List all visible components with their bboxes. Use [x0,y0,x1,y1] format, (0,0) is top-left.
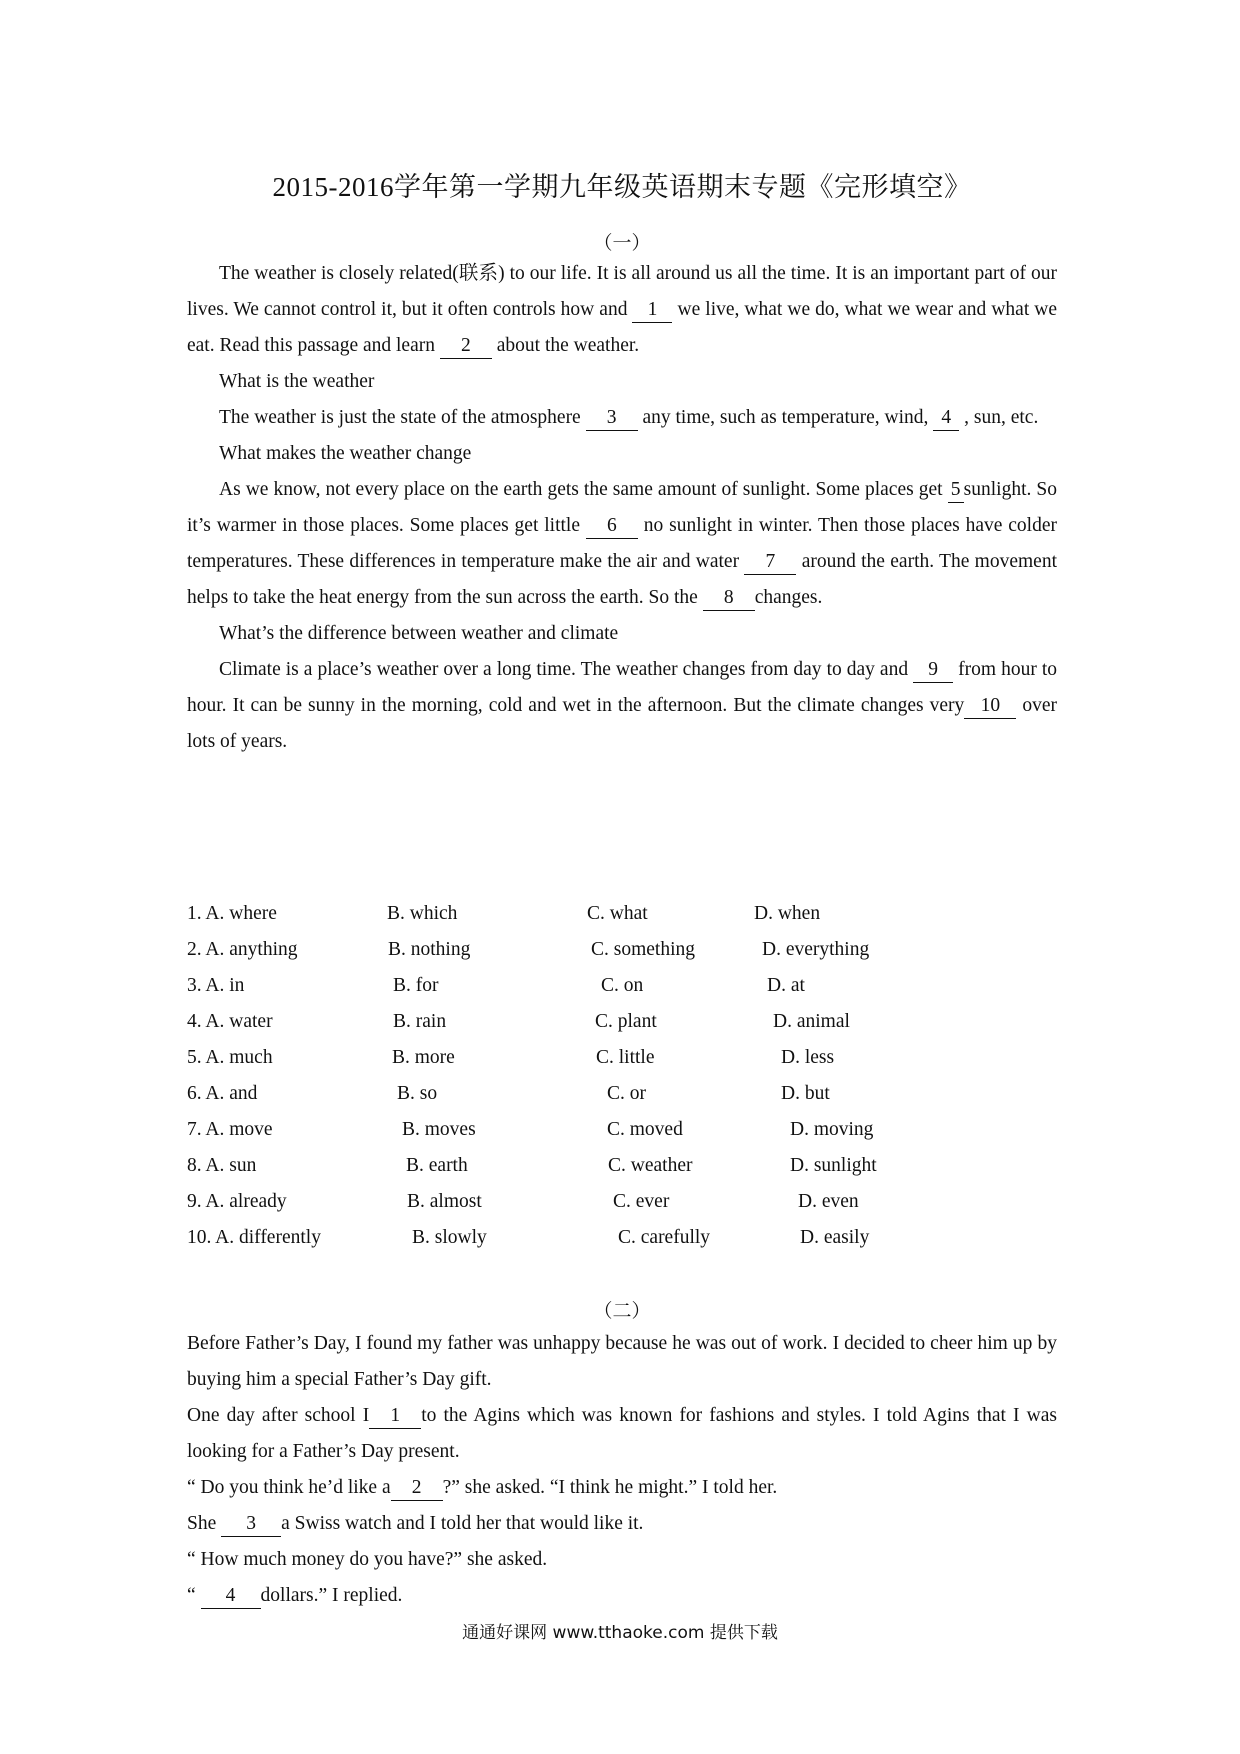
option-row: 2. A. anything B. nothing C. something D. everything [187,939,870,960]
passage-heading: What is the weather [219,371,375,392]
blank-1: 1 [369,1404,421,1429]
blank-9: 9 [913,658,953,683]
passage-paragraph: As we know, not every place on the earth gets the same amount of sunlight. Some places get 5 sunlight. So it’s warmer in those places. Some places get little 6 no sunlight in winter. Then those places have colder temperatures. These differences in temperature make the air and water 7 around the earth. The movement helps to take the heat energy from the sun across the earth. So the 8 changes. [187,472,1057,616]
passage-line: One day after school I 1 to the Agins which was known for fashions and styles. I told Agins that I was looking for a Father’s Day present. [187,1405,1057,1462]
option-row: 9. A. already B. almost C. ever D. even [187,1191,859,1212]
passage-line: “ How much money do you have?” she asked. [187,1549,548,1570]
blank-1: 1 [632,298,672,323]
blank-4: 4 [201,1584,261,1609]
page-title: 2015-2016学年第一学期九年级英语期末专题《完形填空》 [272,172,972,202]
blank-4: 4 [933,406,959,431]
option-row: 4. A. water B. rain C. plant D. animal [187,1011,850,1032]
blank-5: 5 [948,478,964,503]
page-footer: 通通好课网 www.tthaoke.com 提供下载 [462,1623,778,1643]
blank-10: 10 [964,694,1016,719]
passage-line: Before Father’s Day, I found my father was unhappy because he was out of work. I decided to cheer him up by buying him a special Father’s Day gift. [187,1333,1057,1390]
passage-line: “ Do you think he’d like a 2 ?” she asked. “I think he might.” I told her. [187,1470,1057,1506]
option-row: 3. A. in B. for C. on D. at [187,975,805,996]
option-row: 6. A. and B. so C. or D. but [187,1083,830,1104]
blank-7: 7 [744,550,796,575]
passage-line: “ 4 dollars.” I replied. [187,1578,1057,1614]
blank-2: 2 [440,334,492,359]
answer-options [187,896,1057,1256]
option-row: 8. A. sun B. earth C. weather D. sunlight [187,1155,877,1176]
section-1-mark: （一） [593,233,651,254]
section-1-passage [187,256,1057,760]
blank-6: 6 [586,514,638,539]
section-2-passage [187,1326,1057,1614]
passage-heading: What makes the weather change [219,443,472,464]
passage-paragraph: The weather is closely related(联系) to our life. It is all around us all the time. It is an important part of our lives. We cannot control it, but it often controls how and 1 we live, what we do, what we wear and what we eat. Read this passage and learn 2 about the weather. [187,256,1057,364]
blank-3: 3 [586,406,638,431]
blank-2: 2 [391,1476,443,1501]
blank-3: 3 [221,1512,281,1537]
passage-paragraph: The weather is just the state of the atmosphere 3 any time, such as temperature, wind, 4 , sun, etc. [187,400,1057,436]
passage-heading: What’s the difference between weather and climate [219,623,619,644]
option-row: 1. A. where B. which C. what D. when [187,903,821,924]
passage-line: She 3 a Swiss watch and I told her that would like it. [187,1506,1057,1542]
blank-8: 8 [703,586,755,611]
option-row: 10. A. differently B. slowly C. carefully D. easily [187,1227,870,1248]
option-row: 5. A. much B. more C. little D. less [187,1047,835,1068]
passage-paragraph: Climate is a place’s weather over a long time. The weather changes from day to day and 9 from hour to hour. It can be sunny in the morning, cold and wet in the afternoon. But the climate changes very 10 over lots of years. [187,659,1058,752]
section-2-mark: （二） [593,1301,651,1322]
option-row: 7. A. move B. moves C. moved D. moving [187,1119,874,1140]
